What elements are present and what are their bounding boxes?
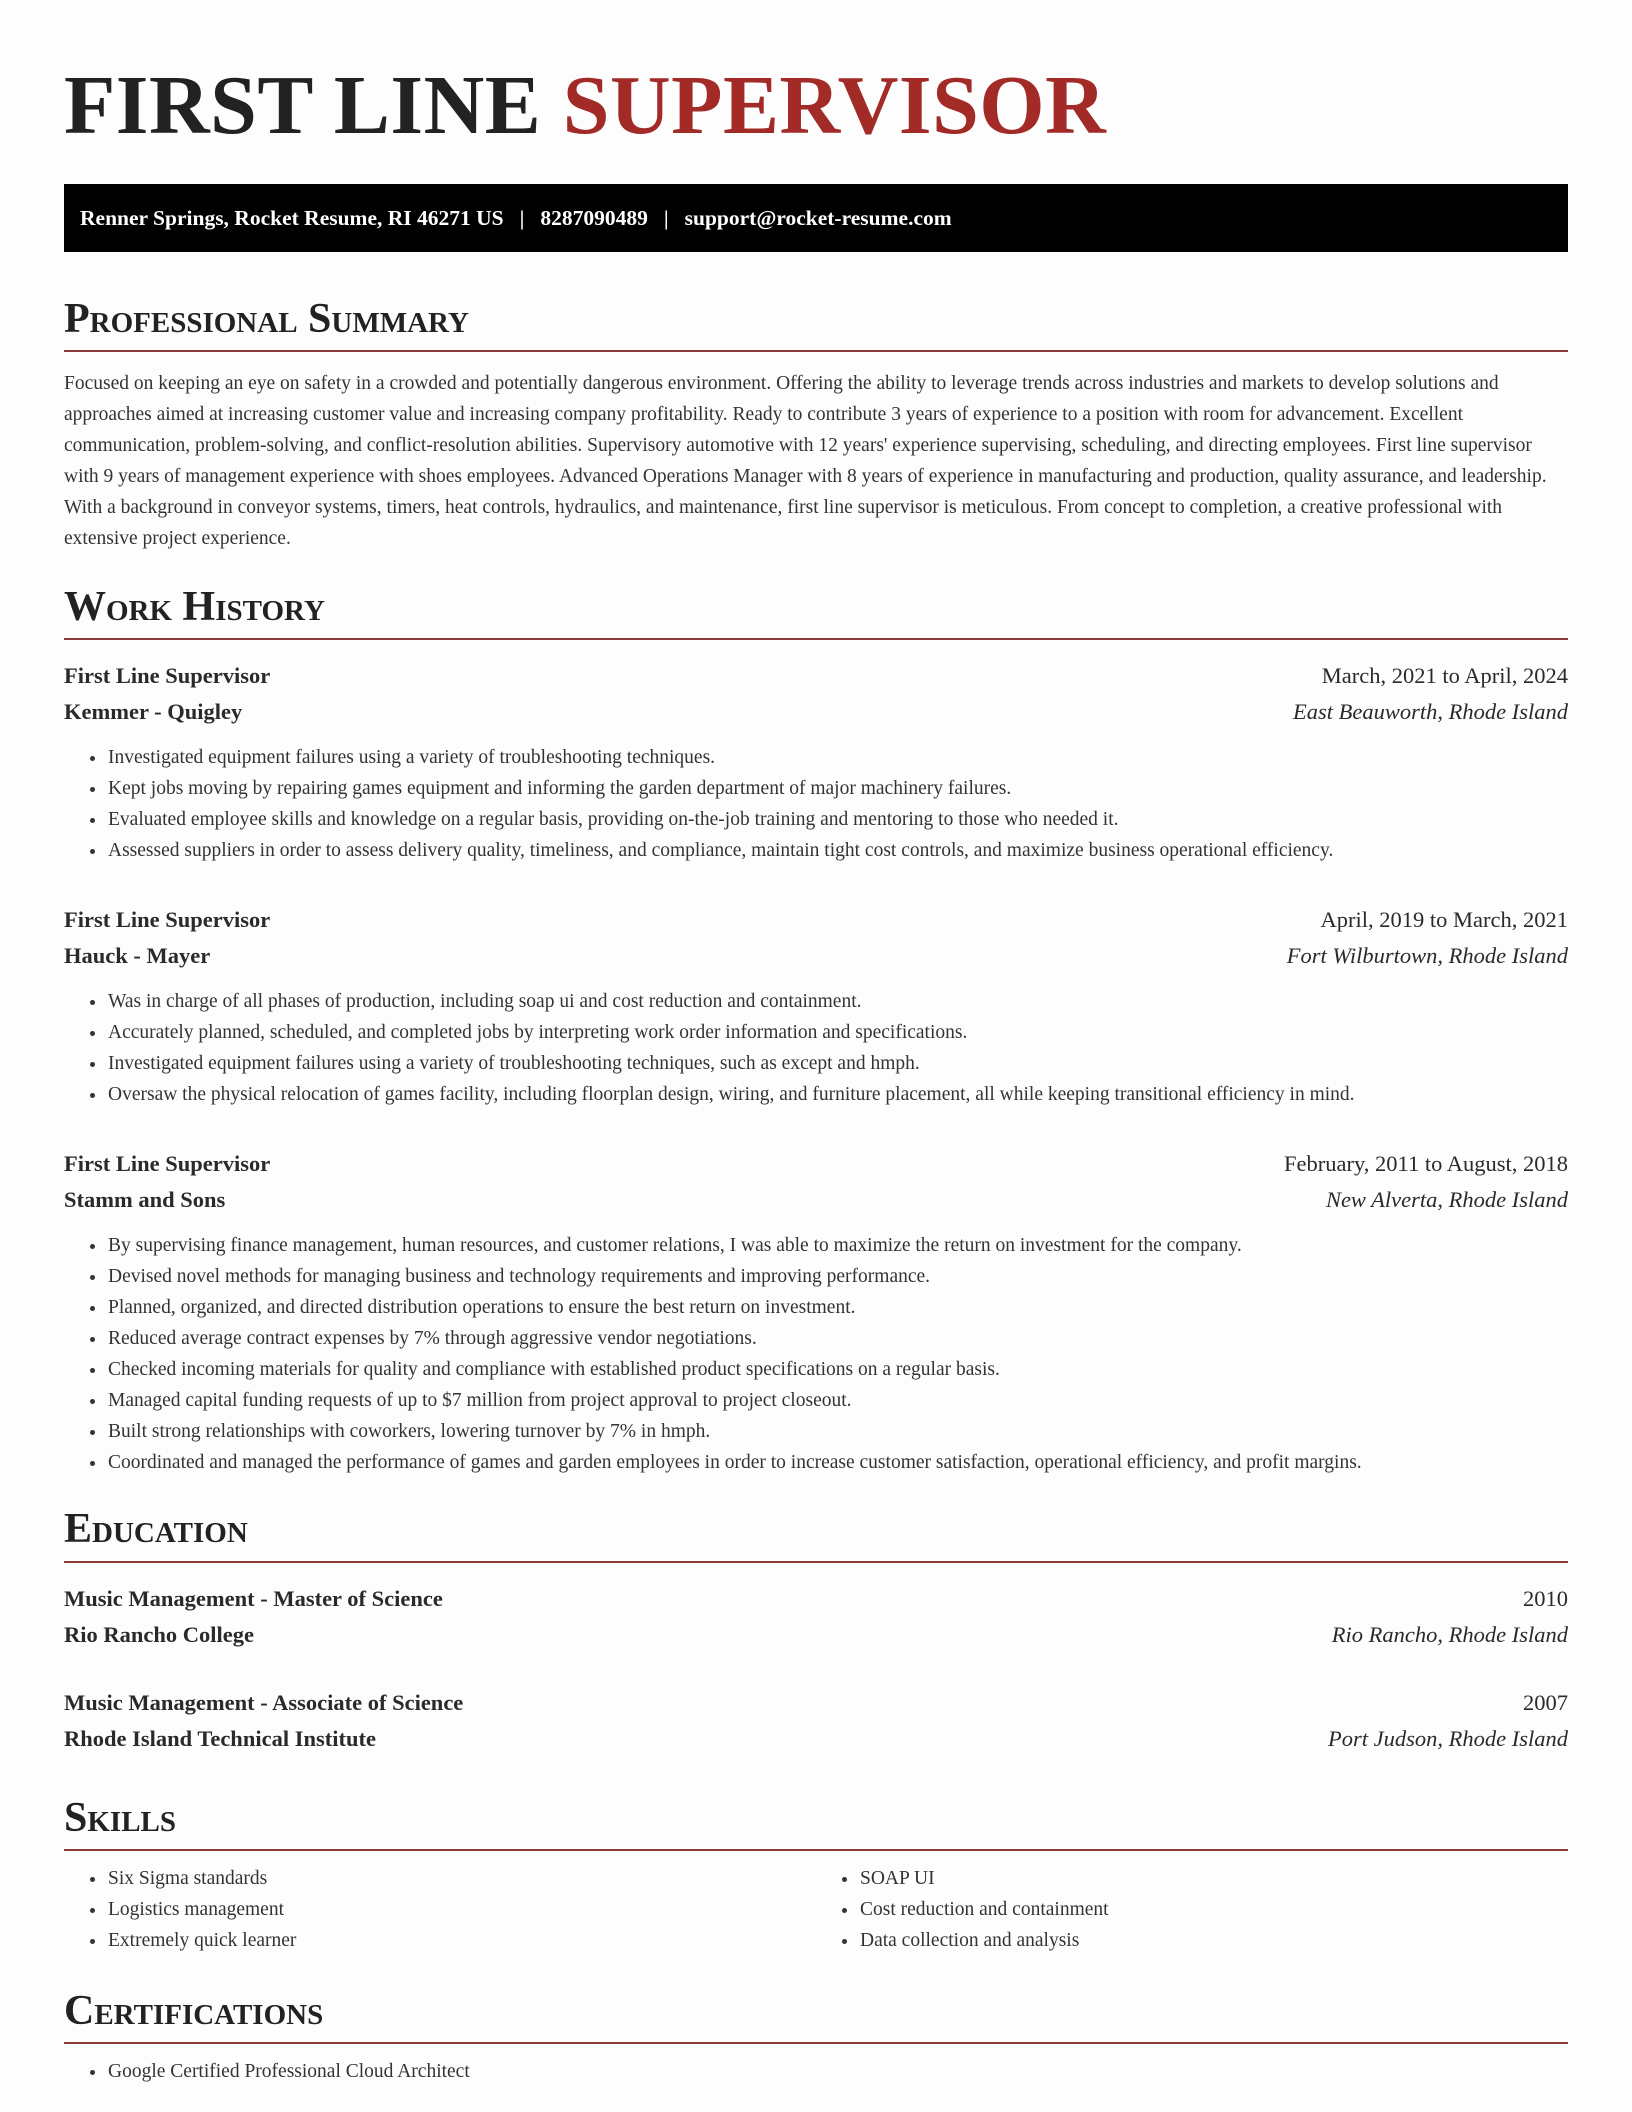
list-item: • Assessed suppliers in order to assess delivery quality, timeliness, and compliance, maintain tight cost controls, and maximize business operational efficiency. [107,835,1568,866]
edu-school: Rhode Island Technical Institute [64,1725,376,1751]
resume-title [64,59,1568,152]
title-primary: FIRST LINE [64,59,542,152]
job-role: First Line Supervisor [64,663,271,689]
list-item: • SOAP UI [859,1863,1568,1894]
list-item: • Six Sigma standards [107,1863,816,1894]
job-location: New Alverta, Rhode Island [1325,1187,1568,1213]
list-item: • Accurately planned, scheduled, and completed jobs by interpreting work order information and specifications. [107,1017,1568,1048]
contact-location: Renner Springs, Rocket Resume, RI 46271 US [80,205,504,230]
work-history-section [64,584,1568,1478]
list-item: • By supervising finance management, human resources, and customer relations, I was able to maximize the return on investment for the company. [107,1230,1568,1261]
list-item: • Built strong relationships with coworkers, lowering turnover by 7% in hmph. [107,1416,1568,1447]
section-heading: Certifications [64,1988,1568,2044]
job-entry [64,1146,1568,1478]
list-item: • Logistics management [107,1894,816,1925]
certifications-list [64,2056,1568,2087]
list-item: • Extremely quick learner [107,1925,816,1956]
education-entry [64,1685,1568,1757]
edu-degree: Music Management - Master of Science [64,1585,443,1611]
list-item: • Devised novel methods for managing business and technology requirements and improving performance. [107,1261,1568,1292]
contact-separator: | [663,205,669,230]
list-item: • Kept jobs moving by repairing games equipment and informing the garden department of major machinery failures. [107,773,1568,804]
job-bullets [64,986,1568,1110]
list-item: • Was in charge of all phases of production, including soap ui and cost reduction and containment. [107,986,1568,1017]
job-entry [64,902,1568,1110]
list-item: • Data collection and analysis [859,1925,1568,1956]
list-item: • Cost reduction and containment [859,1894,1568,1925]
edu-year: 2007 [1523,1689,1568,1715]
edu-degree: Music Management - Associate of Science [64,1689,464,1715]
job-location: Fort Wilburtown, Rhode Island [1286,943,1568,969]
edu-location: Rio Rancho, Rhode Island [1331,1621,1568,1647]
list-item: • Reduced average contract expenses by 7% through aggressive vendor negotiations. [107,1323,1568,1354]
job-entry [64,658,1568,866]
list-item: • Oversaw the physical relocation of games facility, including floorplan design, wiring, and furniture placement, all while keeping transitional efficiency in mind. [107,1079,1568,1110]
title-accent: SUPERVISOR [562,59,1107,152]
contact-bar [64,184,1568,252]
list-item: • Investigated equipment failures using a variety of troubleshooting techniques. [107,742,1568,773]
contact-phone: 8287090489 [540,205,648,230]
skills-list-left [64,1863,816,1956]
job-role: First Line Supervisor [64,907,271,933]
edu-location: Port Judson, Rhode Island [1328,1725,1568,1751]
job-location: East Beauworth, Rhode Island [1293,699,1568,725]
edu-year: 2010 [1523,1585,1568,1611]
job-dates: March, 2021 to April, 2024 [1321,663,1568,689]
summary-section [64,296,1568,554]
contact-email: support@rocket-resume.com [684,205,952,230]
job-company: Kemmer - Quigley [64,699,243,725]
education-section [64,1506,1568,1756]
list-item: • Coordinated and managed the performance of games and garden employees in order to increase customer satisfaction, operational efficiency, and profit margins. [107,1447,1568,1478]
list-item: • Planned, organized, and directed distribution operations to ensure the best return on investment. [107,1292,1568,1323]
list-item: • Checked incoming materials for quality and compliance with established product specifications on a regular basis. [107,1354,1568,1385]
job-bullets [64,742,1568,866]
section-heading: Education [64,1506,1568,1562]
section-heading: Work History [64,584,1568,640]
list-item: • Evaluated employee skills and knowledge on a regular basis, providing on-the-job training and mentoring to those who needed it. [107,804,1568,835]
job-company: Hauck - Mayer [64,943,211,969]
education-entry [64,1581,1568,1653]
job-role: First Line Supervisor [64,1151,271,1177]
job-company: Stamm and Sons [64,1187,226,1213]
edu-school: Rio Rancho College [64,1621,254,1647]
section-heading: Professional Summary [64,296,1568,352]
list-item: • Investigated equipment failures using a variety of troubleshooting techniques, such as except and hmph. [107,1048,1568,1079]
job-bullets [64,1230,1568,1478]
job-dates: April, 2019 to March, 2021 [1320,907,1568,933]
skills-section [64,1795,1568,1956]
certifications-section [64,1988,1568,2087]
skills-list-right [816,1863,1568,1956]
list-item: • Google Certified Professional Cloud Architect [107,2056,1568,2087]
skills-grid [64,1863,1568,1956]
section-heading: Skills [64,1795,1568,1851]
contact-separator: | [519,205,525,230]
summary-text: Focused on keeping an eye on safety in a crowded and potentially dangerous environment. Offering the ability to leverage trends across industries and markets to develop solutions and approaches aimed at increasing customer value and increasing company profitability. Ready to contribute 3 years of experience to a position with room for advancement. Excellent communication, problem-solving, and conflict-resolution abilities. Supervisory automotive with 12 years' experience supervising, scheduling, and directing employees. First line supervisor with 9 years of management experience with shoes employees. Advanced Operations Manager with 8 years of experience in manufacturing and production, quality assurance, and leadership. With a background in conveyor systems, timers, heat controls, hydraulics, and maintenance, first line supervisor is meticulous. From concept to completion, a creative professional with extensive project experience. [64,373,1547,550]
job-dates: February, 2011 to August, 2018 [1284,1151,1568,1177]
list-item: • Managed capital funding requests of up to $7 million from project approval to project closeout. [107,1385,1568,1416]
